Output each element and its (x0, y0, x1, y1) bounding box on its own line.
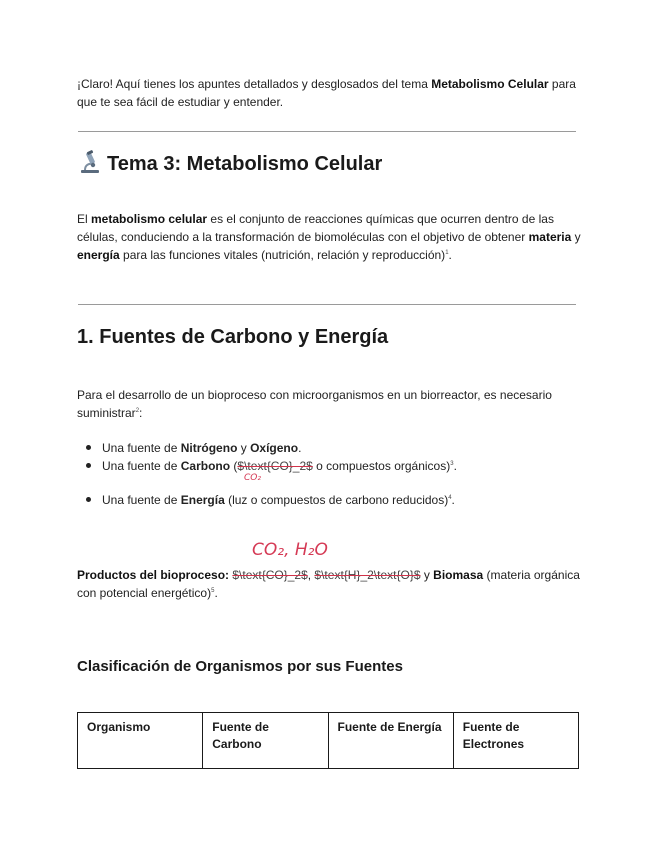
tema-title: Tema 3: Metabolismo Celular (107, 153, 383, 175)
table-header-row (78, 713, 579, 769)
bullet-bold-oxigeno: Oxígeno (250, 441, 299, 455)
bullet-item (102, 439, 301, 457)
table-header-cell: Fuente de Energía (328, 713, 453, 769)
def-text-3: y (571, 230, 581, 244)
intro-bold-topic: Metabolismo Celular (431, 77, 549, 91)
bullet-text: . (451, 493, 455, 507)
classification-heading: Clasificación de Organismos por sus Fuentes (77, 658, 403, 675)
products-end: . (214, 586, 218, 600)
classification-table (77, 712, 579, 769)
bioprocess-end: : (139, 406, 143, 420)
bullet-text: Una fuente de (102, 493, 181, 507)
products-sep: , (307, 568, 315, 582)
footnote-ref-2[interactable]: 2 (135, 408, 140, 414)
struck-formula-h2o: $\text{H}_2\text{O}$ (314, 568, 421, 582)
bullet-text: Una fuente de (102, 441, 181, 455)
bullet-text: o compuestos orgánicos) (312, 459, 451, 473)
table-header-cell: Fuente de Carbono (203, 713, 328, 769)
products-paragraph (77, 566, 582, 602)
products-text: (materia orgánica con potencial energético) (77, 568, 580, 600)
def-bold-materia: materia (528, 230, 572, 244)
bullet-text: (luz o compuestos de carbono reducidos) (224, 493, 449, 507)
bullet-dot (86, 445, 91, 450)
footnote-ref-1[interactable]: 1 (445, 250, 449, 256)
products-bold-biomasa: Biomasa (433, 568, 484, 582)
bullet-text: . (453, 459, 457, 473)
def-text-1: El (77, 212, 92, 226)
handwritten-co2-note: CO₂ (244, 473, 261, 483)
bullet-item (102, 491, 455, 509)
section-heading-fuentes: 1. Fuentes de Carbono y Energía (77, 326, 389, 348)
intro-text-end: para que te sea fácil de estudiar y entender. (77, 77, 576, 109)
tema-heading (78, 150, 382, 177)
intro-paragraph (77, 75, 582, 111)
bullet-bold-carbono: Carbono (180, 459, 231, 473)
intro-text: ¡Claro! Aquí tienes los apuntes detallados y desglosados del tema (77, 77, 432, 91)
products-label: Productos del bioproceso: (77, 568, 230, 582)
bullet-text: Una fuente de (102, 459, 181, 473)
definition-paragraph (77, 210, 582, 264)
footnote-ref-4[interactable]: 4 (448, 495, 452, 501)
products-text: y (420, 568, 434, 582)
bullet-bold-nitrogeno: Nitrógeno (180, 441, 238, 455)
def-bold-energia: energía (77, 248, 120, 262)
def-bold-metabolismo: metabolismo celular (91, 212, 208, 226)
divider (78, 304, 576, 305)
handwritten-products-note: CO₂, H₂O (252, 540, 328, 560)
bullet-text: ( (230, 459, 238, 473)
bullet-dot (86, 497, 91, 502)
divider (78, 131, 576, 132)
table-header-cell: Organismo (78, 713, 203, 769)
struck-formula-co2: $\text{CO}_2$ (232, 568, 308, 582)
struck-formula-co2: $\text{CO}_2$ (237, 459, 313, 473)
bullet-item (102, 457, 457, 475)
footnote-ref-3[interactable]: 3 (450, 461, 454, 467)
microscope-icon (78, 150, 102, 174)
footnote-ref-5[interactable]: 5 (211, 588, 215, 594)
bullet-dot (86, 463, 91, 468)
bullet-text: . (298, 441, 302, 455)
bioprocess-text: Para el desarrollo de un bioproceso con microorganismos en un biorreactor, es necesario suministrar (77, 388, 552, 420)
def-text-2: es el conjunto de reacciones químicas que ocurren dentro de las células, conduciendo a la transformación de biomoléculas con el objetivo de obtener (77, 212, 554, 244)
bioprocess-paragraph (77, 386, 582, 422)
def-text-4: para las funciones vitales (nutrición, relación y reproducción) (119, 248, 446, 262)
bullet-bold-energia: Energía (180, 493, 225, 507)
def-text-5: . (448, 248, 452, 262)
bullet-text: y (237, 441, 251, 455)
table-header-cell: Fuente de Electrones (453, 713, 578, 769)
